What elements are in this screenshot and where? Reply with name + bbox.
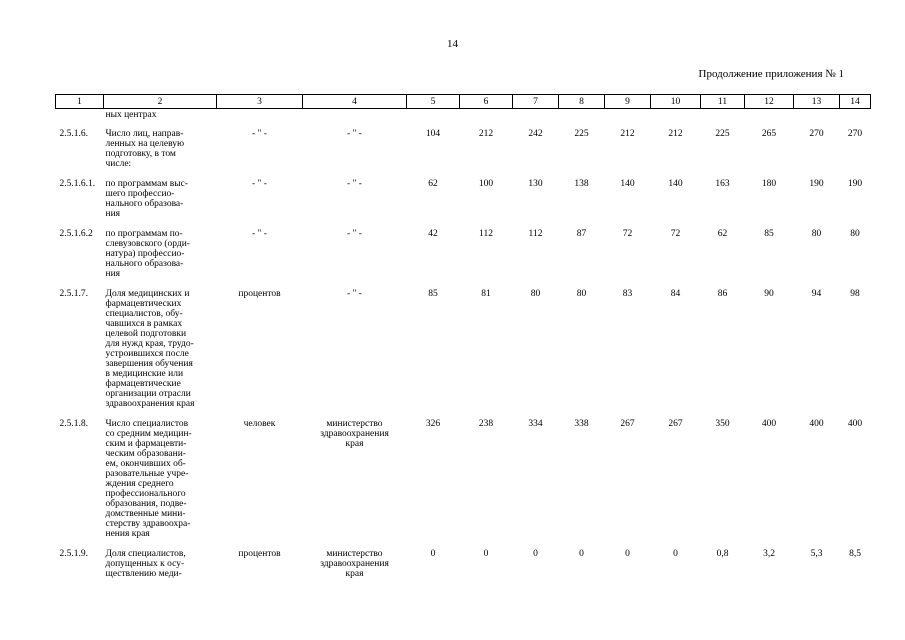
value-cell: 138 (574, 179, 589, 189)
value-cell: 225 (574, 129, 589, 139)
value-cell: 267 (668, 419, 683, 429)
unit-cell: - " - (252, 179, 267, 189)
header-cell: 7 (513, 95, 559, 109)
value-cell: 334 (528, 419, 543, 429)
header-cell: 5 (407, 95, 460, 109)
value-cell: 0 (483, 549, 489, 559)
value-cell: 0 (673, 549, 678, 559)
value-cell: 338 (574, 419, 589, 429)
unit-cell: - " - (252, 129, 267, 139)
value-cell: 80 (576, 289, 587, 299)
value-cell: 180 (761, 179, 777, 189)
value-cell: 8,5 (849, 549, 861, 559)
source-cell: - " - (347, 129, 362, 139)
value-cell: 3,2 (763, 549, 775, 559)
value-cell (745, 109, 794, 124)
source-cell: - " - (347, 289, 362, 299)
value-cell: 62 (717, 229, 728, 239)
value-cell (513, 109, 559, 124)
value-cell: 94 (811, 289, 822, 299)
row-number: 2.5.1.6.2 (59, 229, 93, 239)
value-cell: 350 (715, 419, 730, 429)
indicator-name: по программам выс- шего профессио- нального образова- ния (105, 179, 188, 219)
value-cell: 104 (425, 129, 441, 139)
value-cell: 326 (425, 419, 441, 429)
value-cell: 212 (620, 129, 635, 139)
value-cell: 112 (479, 229, 493, 239)
value-cell: 0,8 (716, 549, 729, 559)
value-cell: 0 (430, 549, 436, 559)
value-cell: 225 (715, 129, 730, 139)
value-cell: 112 (528, 229, 543, 239)
row-number: 2.5.1.6.1. (59, 179, 96, 189)
source-cell: - " - (347, 179, 362, 189)
header-cell: 9 (605, 95, 651, 109)
value-cell: 80 (811, 229, 822, 239)
header-cell: 3 (217, 95, 303, 109)
table-row (56, 283, 871, 413)
value-cell (559, 109, 605, 124)
value-cell: 72 (670, 229, 681, 239)
row-number: 2.5.1.6. (59, 129, 88, 139)
header-cell: 8 (559, 95, 605, 109)
source-cell (303, 109, 407, 124)
value-cell: 80 (530, 289, 541, 299)
value-cell: 42 (428, 229, 438, 239)
source-cell: министерство здравоохранения края (320, 419, 389, 449)
value-cell: 87 (576, 229, 587, 239)
value-cell: 0 (625, 549, 630, 559)
value-cell: 72 (622, 229, 633, 239)
value-cell: 100 (478, 179, 494, 189)
value-cell: 98 (850, 289, 860, 299)
value-cell: 5,3 (810, 549, 823, 559)
value-cell: 140 (620, 179, 635, 189)
value-cell: 190 (847, 179, 863, 189)
header-cell: 1 (56, 95, 104, 109)
indicator-name: Число специалистов со средним медицин- ским и фармацевти- ческим образовани- ем, окончивших об- разовательные учре- ждения среднего профессионального образования, подве- домственные мини- стерству здравоохра- нения края (105, 419, 192, 539)
table-row (56, 109, 871, 124)
value-cell (701, 109, 745, 124)
value-cell: 80 (850, 229, 860, 239)
table-row (56, 413, 871, 543)
value-cell: 84 (670, 289, 681, 299)
value-cell: 190 (809, 179, 824, 189)
header-row (56, 95, 871, 109)
value-cell: 140 (668, 179, 683, 189)
value-cell: 270 (809, 129, 824, 139)
table-row (56, 123, 871, 173)
row-number: 2.5.1.8. (59, 419, 88, 429)
value-cell (407, 109, 460, 124)
value-cell: 242 (528, 129, 543, 139)
row-number: 2.5.1.7. (59, 289, 88, 299)
unit-cell: - " - (252, 229, 267, 239)
unit-cell: процентов (238, 289, 281, 299)
value-cell: 400 (809, 419, 824, 429)
value-cell: 85 (428, 289, 438, 299)
value-cell (794, 109, 840, 124)
header-cell: 13 (794, 95, 840, 109)
value-cell: 0 (579, 549, 584, 559)
value-cell: 81 (481, 289, 491, 299)
header-cell: 4 (303, 95, 407, 109)
value-cell: 212 (478, 129, 494, 139)
header-cell: 6 (460, 95, 513, 109)
header-cell: 14 (840, 95, 871, 109)
unit-cell: человек (243, 419, 276, 429)
value-cell: 238 (478, 419, 494, 429)
indicators-table (55, 94, 871, 583)
indicator-name: Число лиц, направ- ленных на целевую подготовку, в том числе: (105, 129, 185, 169)
value-cell: 267 (620, 419, 635, 429)
value-cell: 83 (622, 289, 633, 299)
value-cell: 90 (764, 289, 774, 299)
header-cell: 2 (104, 95, 217, 109)
unit-cell (217, 109, 303, 124)
value-cell: 400 (847, 419, 863, 429)
page-number: 14 (447, 38, 458, 50)
header-cell: 10 (651, 95, 701, 109)
continuation-label: Продолжение приложения № 1 (698, 68, 844, 80)
value-cell: 86 (717, 289, 728, 299)
value-cell: 85 (764, 229, 774, 239)
value-cell: 400 (761, 419, 777, 429)
value-cell (840, 109, 871, 124)
indicator-name: Доля медицинских и фармацевтических специалистов, обу- чавшихся в рамках целевой подготовки для нужд края, трудо- устроившихся после завершения обучения в медицинские или фармацевтические организации отрасли здравоохранения края (105, 289, 195, 409)
table-row (56, 543, 871, 583)
source-cell: - " - (347, 229, 362, 239)
header-cell: 12 (745, 95, 794, 109)
indicator-name: по программам по- слевузовского (орди- натура) профессио- нального образова- ния (105, 229, 190, 279)
source-cell: министерство здравоохранения края (320, 549, 389, 579)
value-cell: 265 (761, 129, 777, 139)
value-cell (651, 109, 701, 124)
table-row (56, 223, 871, 283)
header-cell: 11 (701, 95, 745, 109)
row-number: 2.5.1.9. (59, 549, 88, 559)
table-row (56, 173, 871, 223)
value-cell: 0 (533, 549, 538, 559)
indicator-name: Доля специалистов, допущенных к осу- ществлению меди- (105, 549, 186, 579)
value-cell (460, 109, 513, 124)
row-number (56, 109, 104, 124)
value-cell: 62 (428, 179, 438, 189)
unit-cell: процентов (238, 549, 281, 559)
value-cell: 163 (715, 179, 730, 189)
value-cell: 130 (528, 179, 543, 189)
value-cell: 212 (668, 129, 683, 139)
value-cell (605, 109, 651, 124)
indicator-name: ных центрах (105, 110, 157, 120)
value-cell: 270 (847, 129, 863, 139)
